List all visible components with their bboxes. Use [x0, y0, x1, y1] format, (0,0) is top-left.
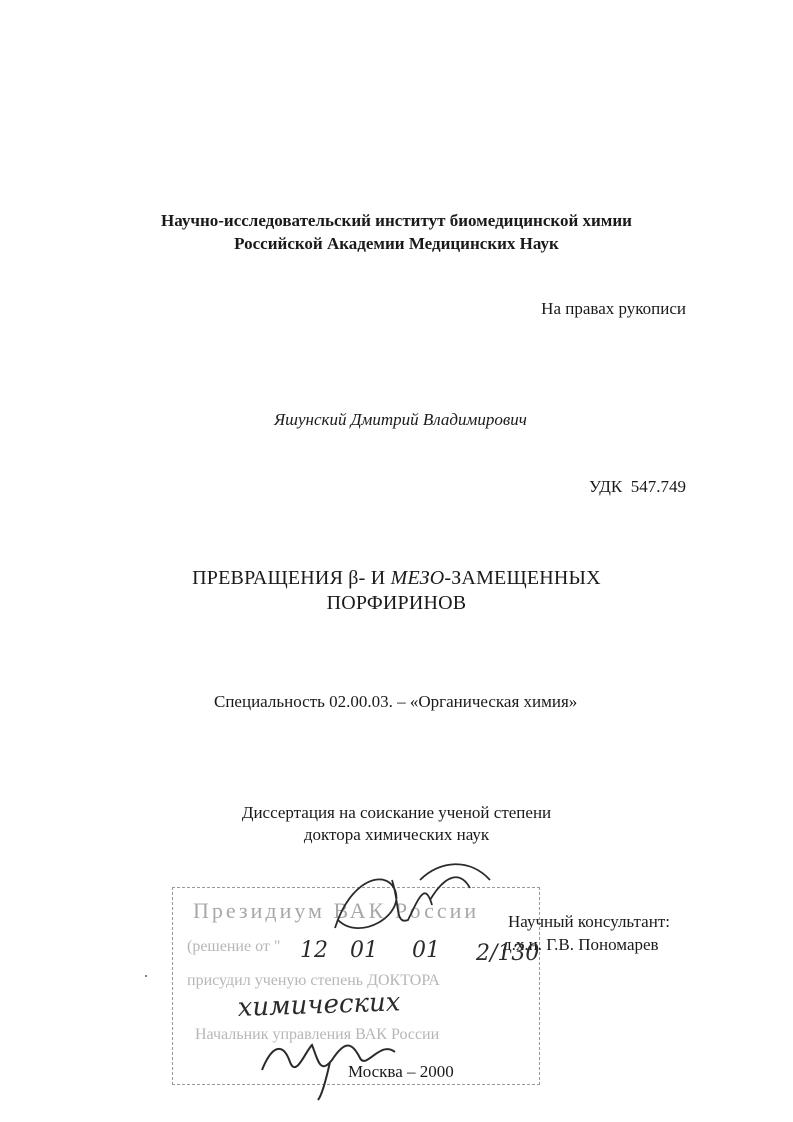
institution-line-1: Научно-исследовательский институт биомедицинской химии [161, 211, 632, 230]
stamp-line-1: Президиум ВАК России [193, 898, 480, 923]
stamp-line-2: (решение от " [187, 938, 281, 955]
footer-city-year: Москва – 2000 [348, 1062, 454, 1081]
manuscript-note: На правах рукописи [541, 299, 686, 318]
consultant-name: д.х.н. Г.В. Пономарев [503, 935, 659, 954]
hand-number: 2/130 [476, 941, 540, 966]
hand-day: 12 [300, 938, 328, 963]
stamp-line-4: Начальник управления ВАК России [195, 1026, 440, 1043]
scan-speck [145, 975, 147, 977]
title-part-2: -ЗАМЕЩЕННЫХ [444, 567, 601, 589]
author-name: Яшунский Дмитрий Владимирович [274, 410, 527, 429]
udc-code: УДК 547.749 [588, 477, 686, 496]
signature-chief [262, 1045, 395, 1100]
specialty: Специальность 02.00.03. – «Органическая химия» [214, 692, 578, 711]
signature-mark [335, 864, 490, 928]
dissertation-line-1: Диссертация на соискание ученой степени [241, 803, 552, 822]
consultant-label: Научный консультант: [508, 912, 670, 931]
title-italic: МЕЗО [390, 567, 445, 589]
dissertation-line-2: доктора химических наук [303, 825, 490, 844]
stamp-line-3: присудил ученую степень ДОКТОРА [187, 972, 440, 989]
hand-field: химических [237, 987, 401, 1023]
hand-year: 01 [412, 938, 440, 963]
hand-month: 01 [350, 938, 378, 963]
dissertation-title-line-2: ПОРФИРИНОВ [326, 592, 467, 614]
institution-line-2: Российской Академии Медицинских Наук [234, 234, 559, 253]
title-part-1: ПРЕВРАЩЕНИЯ β- И [192, 567, 391, 589]
